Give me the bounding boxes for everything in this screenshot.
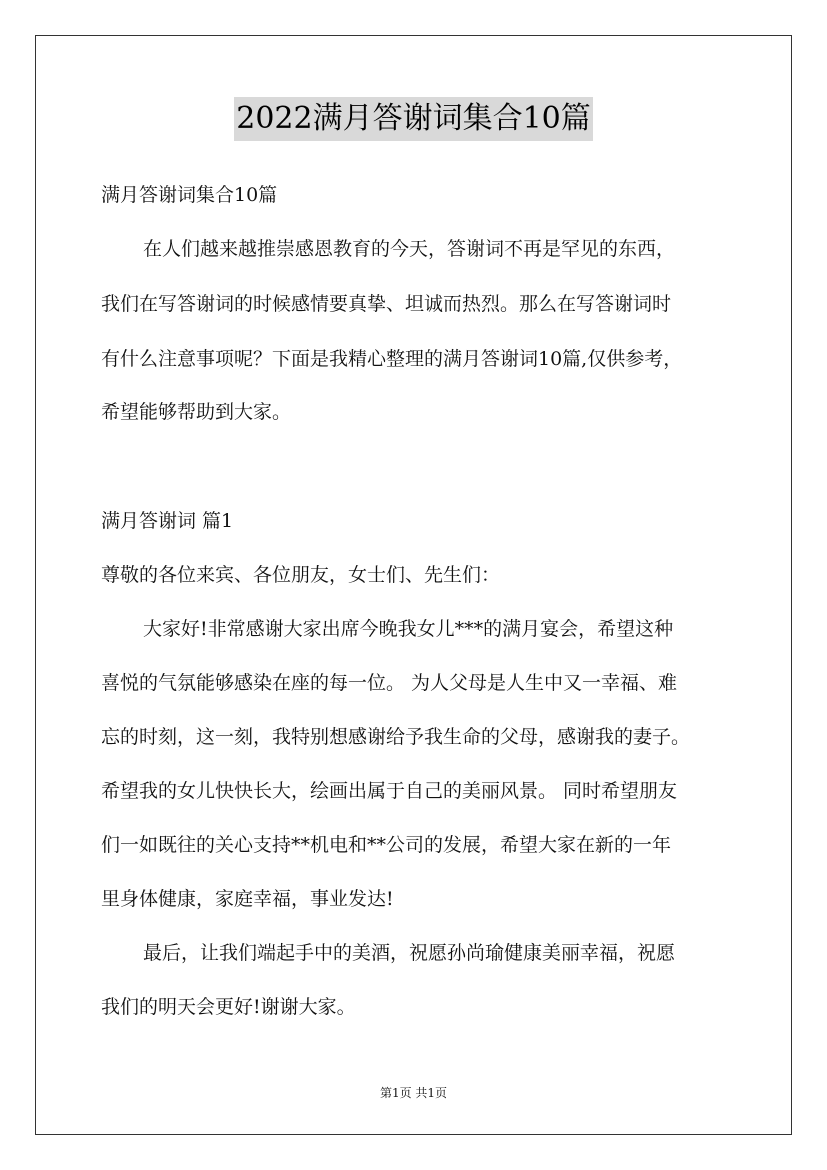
body-line-4: 希望我的女儿快快长大，绘画出属于自己的美丽风景。 同时希望朋友	[101, 780, 678, 802]
closing-line-2: 我们的明天会更好!谢谢大家。	[101, 996, 356, 1018]
intro-line-3: 有什么注意事项呢？下面是我精心整理的满月答谢词10篇,仅供参考，	[101, 348, 683, 370]
intro-line-1: 在人们越来越推崇感恩教育的今天，答谢词不再是罕见的东西，	[143, 238, 676, 260]
salutation: 尊敬的各位来宾、各位朋友，女士们、先生们：	[101, 564, 501, 586]
body-line-6: 里身体健康，家庭幸福，事业发达!	[101, 888, 394, 910]
body-line-5: 们一如既往的关心支持**机电和**公司的发展，希望大家在新的一年	[101, 834, 672, 856]
body-line-3: 忘的时刻，这一刻，我特别想感谢给予我生命的父母，感谢我的妻子。	[101, 726, 691, 748]
intro-line-2: 我们在写答谢词的时候感情要真挚、坦诚而热烈。那么在写答谢词时	[101, 293, 672, 315]
page-footer: 第1页 共1页	[379, 1086, 448, 1100]
title-container	[0, 97, 827, 141]
closing-line-1: 最后，让我们端起手中的美酒，祝愿孙尚瑜健康美丽幸福，祝愿	[143, 942, 676, 964]
body-line-1: 大家好!非常感谢大家出席今晚我女儿***的满月宴会，希望这种	[143, 618, 674, 640]
intro-line-4: 希望能够帮助到大家。	[101, 401, 292, 423]
body-line-2: 喜悦的气氛能够感染在座的每一位。 为人父母是人生中又一幸福、难	[101, 672, 678, 694]
document-subtitle: 满月答谢词集合10篇	[101, 184, 278, 206]
document-title: 2022满月答谢词集合10篇	[234, 97, 593, 141]
section-heading: 满月答谢词 篇1	[101, 510, 234, 532]
